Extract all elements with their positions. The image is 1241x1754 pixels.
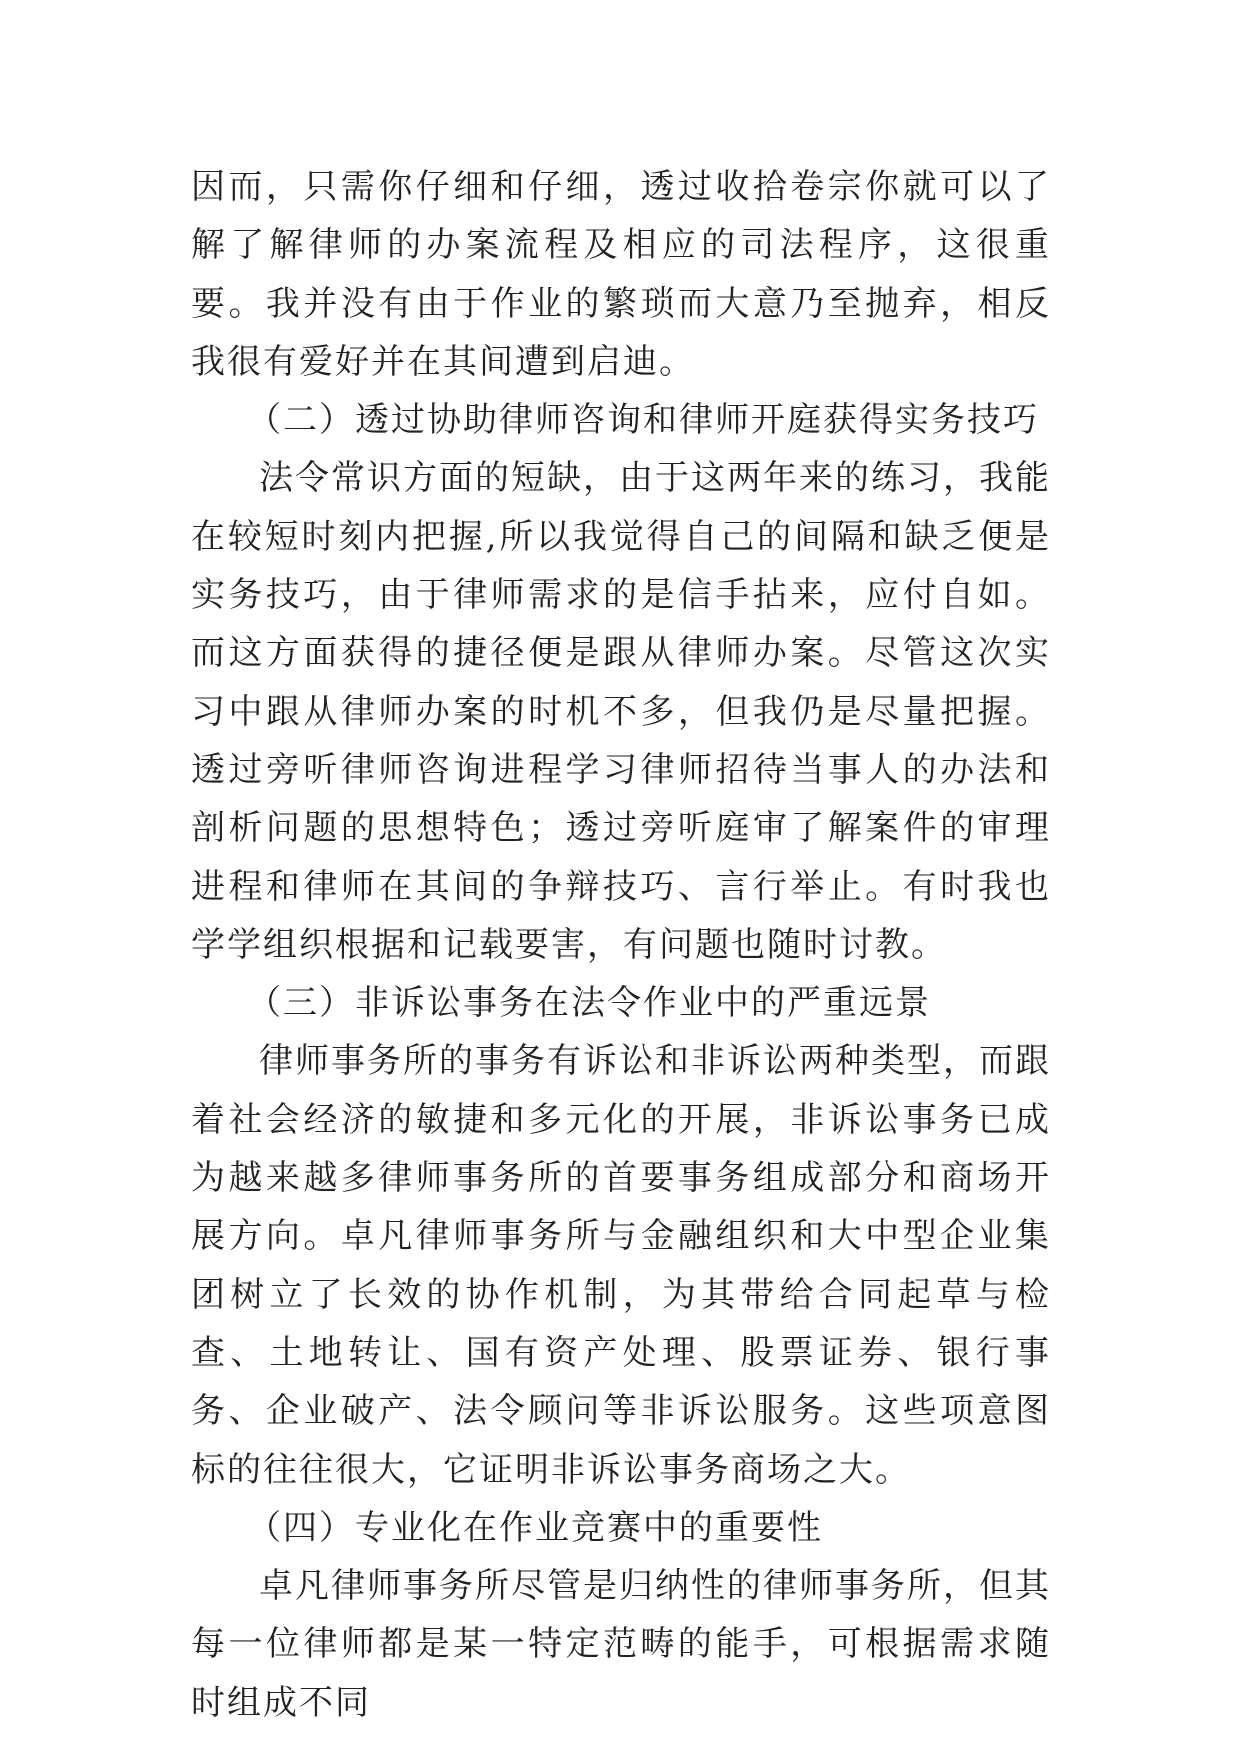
- paragraph-non-litigation: 律师事务所的事务有诉讼和非诉讼两种类型，而跟着社会经济的敏捷和多元化的开展，非诉讼事务已成为越来越多律师事务所的首要事务组成部分和商场开展方向。卓凡律师事务所与金融组织和大中型企业集团树立了长效的协作机制，为其带给合同起草与检查、土地转让、国有资产处理、股票证券、银行事务、企业破产、法令顾问等非诉讼服务。这些项意图标的往往很大，它证明非诉讼事务商场之大。: [191, 1041, 1051, 1490]
- section-heading-3: （三）非诉讼事务在法令作业中的严重远景: [247, 983, 931, 1024]
- paragraph-specialization: 卓凡律师事务所尽管是归纳性的律师事务所，但其每一位律师都是某一特定范畴的能手，可根据需求随时组成不同: [191, 1566, 1051, 1723]
- paragraph-practical-skills: 法令常识方面的短缺，由于这两年来的练习，我能在较短时刻内把握,所以我觉得自己的间隔和缺乏便是实务技巧，由于律师需求的是信手拈来，应付自如。而这方面获得的捷径便是跟从律师办案。尽管这次实习中跟从律师办案的时机不多，但我仍是尽量把握。透过旁听律师咨询进程学习律师招待当事人的办法和剖析问题的思想特色；透过旁听庭审了解案件的审理进程和律师在其间的争辩技巧、言行举止。有时我也学学组织根据和记载要害，有问题也随时讨教。: [191, 458, 1051, 965]
- document-body: [191, 158, 1051, 1732]
- section-heading-2: （二）透过协助律师咨询和律师开庭获得实务技巧: [247, 400, 1039, 441]
- paragraph-case-file-continuation: 因而，只需你仔细和仔细，透过收拾卷宗你就可以了解了解律师的办案流程及相应的司法程序，这很重要。我并没有由于作业的繁琐而大意乃至抛弃，相反我很有爱好并在其间遭到启迪。: [191, 167, 1051, 382]
- section-heading-4: （四）专业化在作业竞赛中的重要性: [247, 1507, 823, 1548]
